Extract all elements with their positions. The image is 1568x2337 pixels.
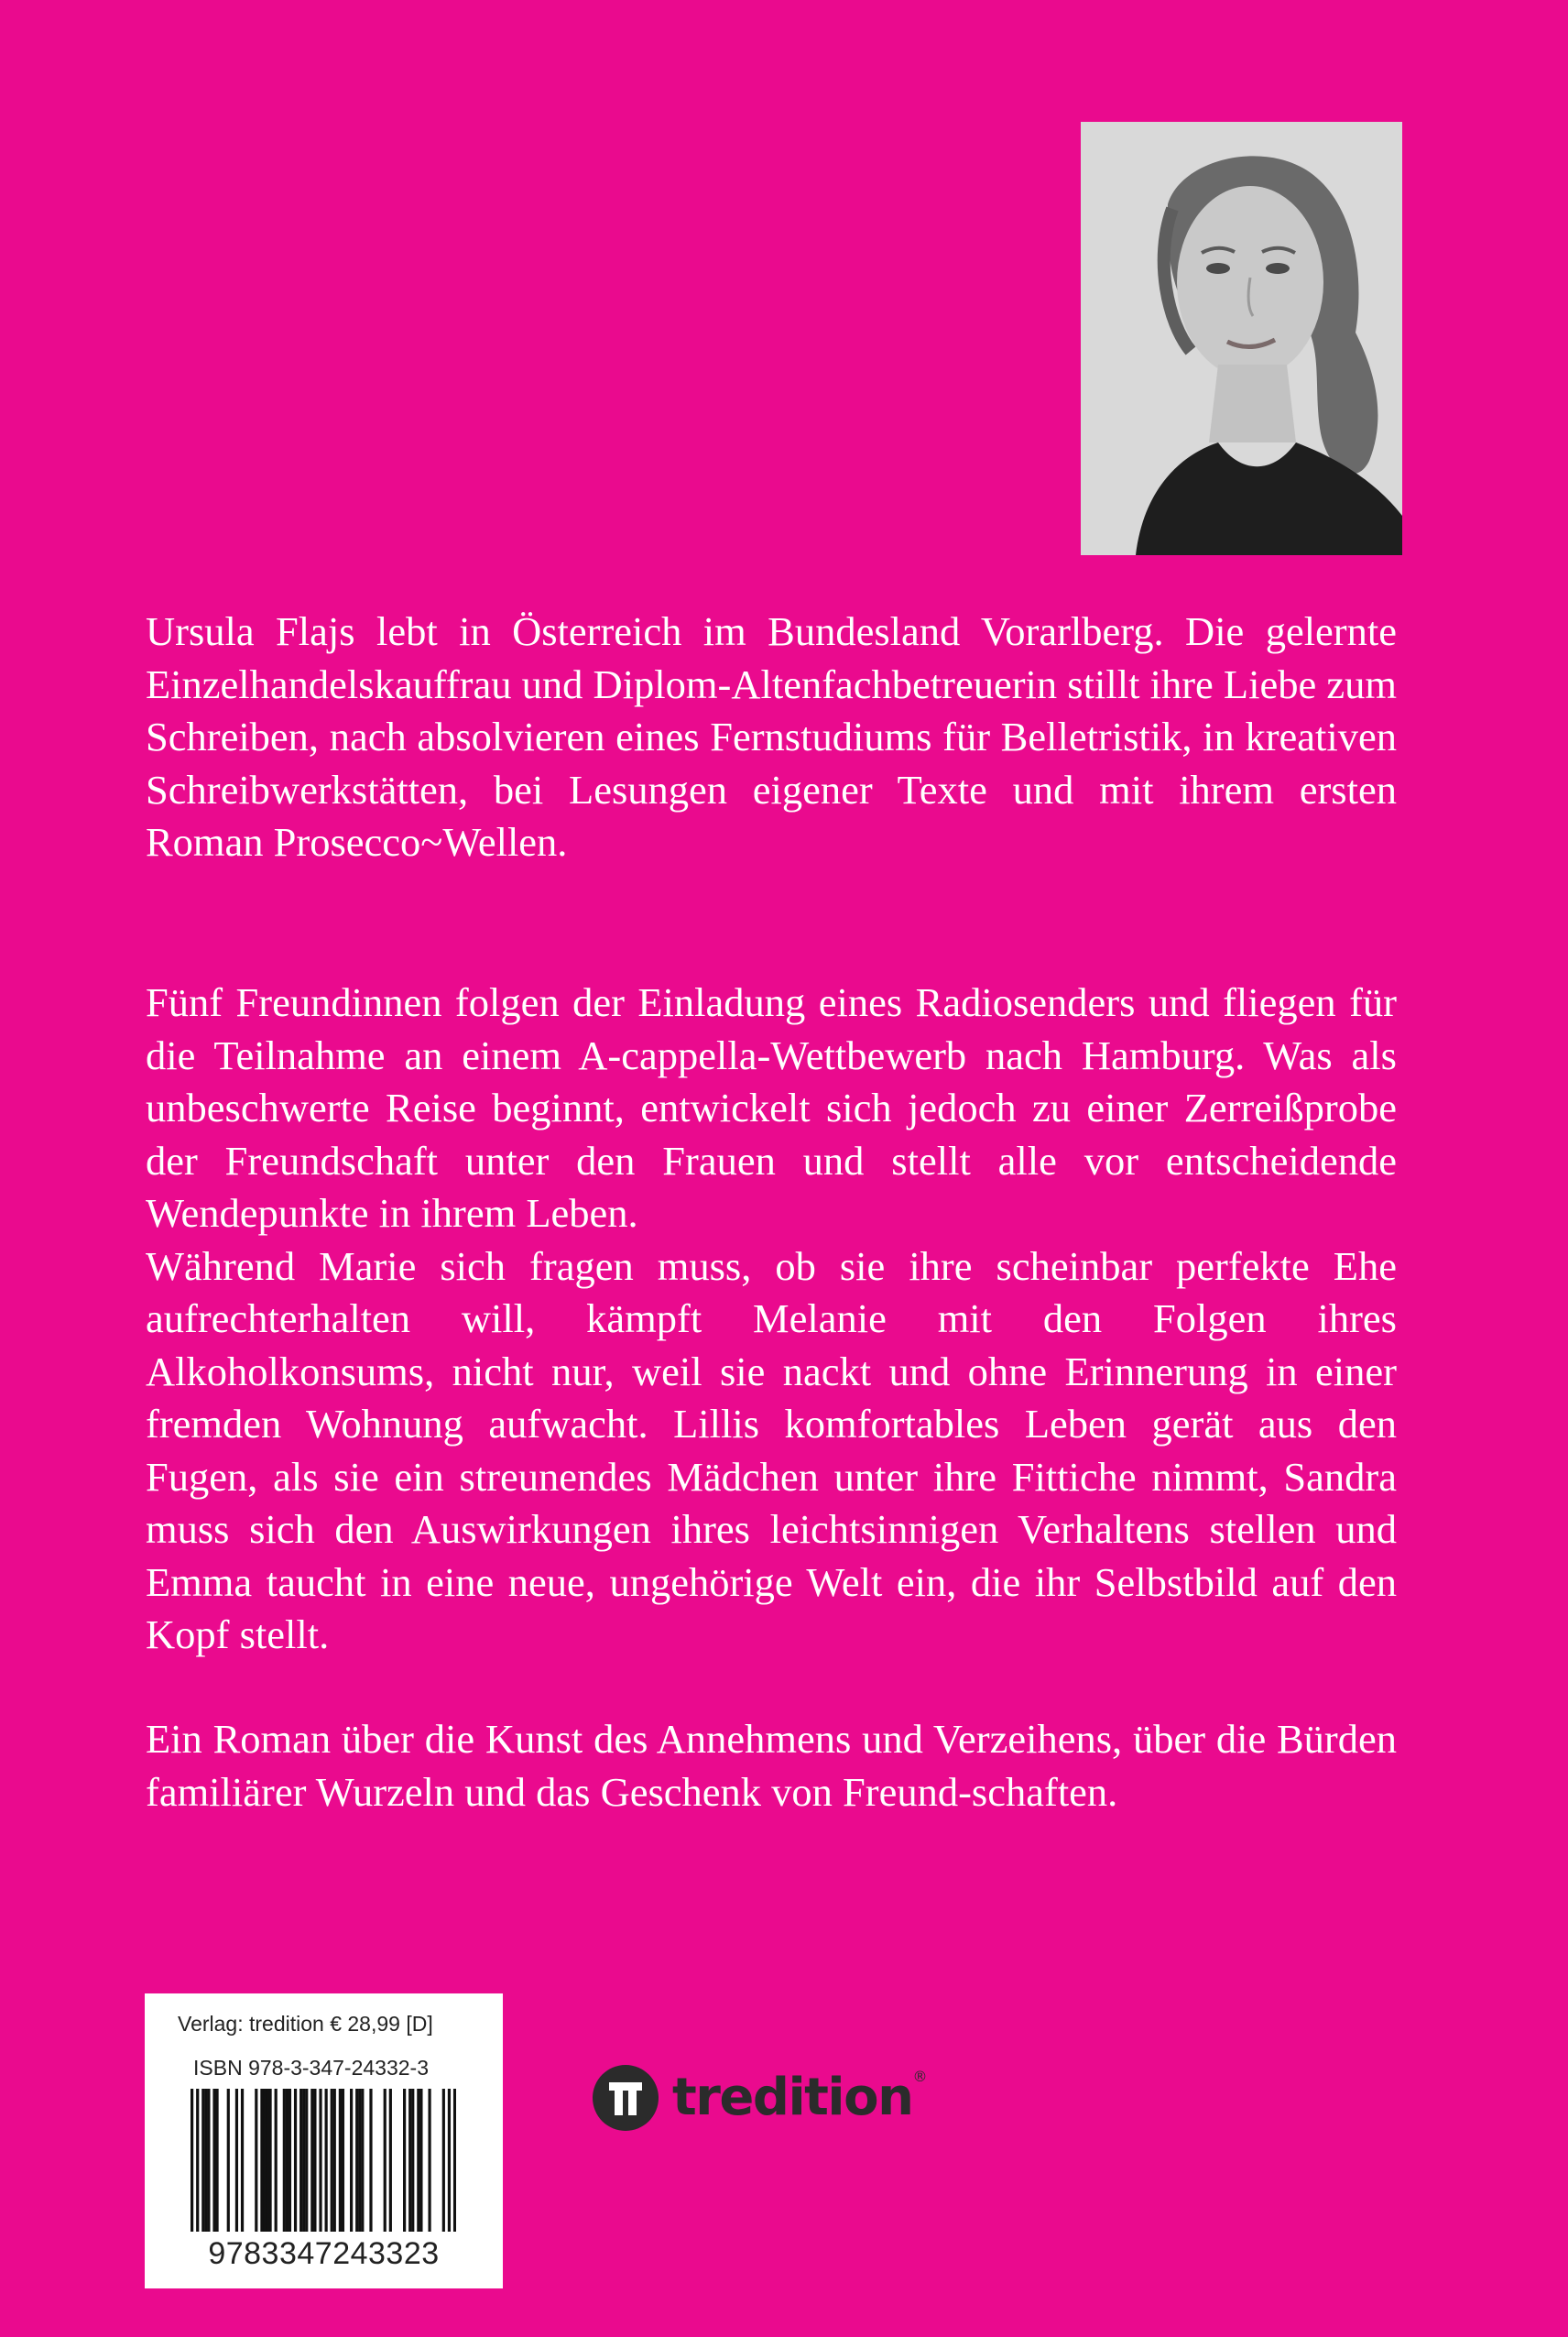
barcode-bar <box>212 2089 215 2232</box>
barcode-bar <box>342 2089 344 2232</box>
closing-text: Ein Roman über die Kunst des Annehmens und Verzeihens, über die Bürden familiärer Wurzeln und das Geschenk von Freund-schaften. <box>146 1716 1397 1815</box>
publisher-price: Verlag: tredition € 28,99 [D] <box>178 2012 433 2036</box>
barcode-bar <box>294 2089 297 2232</box>
barcode-bar <box>453 2089 456 2232</box>
registered-mark: ® <box>912 2068 928 2085</box>
barcode-bars <box>191 2089 456 2232</box>
barcode-bar <box>419 2089 422 2232</box>
barcode-bar <box>286 2089 289 2232</box>
tredition-logo-icon <box>592 2064 659 2132</box>
barcode-bar <box>417 2089 419 2232</box>
author-portrait-image <box>1081 122 1402 555</box>
barcode-bar <box>201 2089 204 2232</box>
barcode-bar <box>350 2089 353 2232</box>
isbn-label: ISBN 978-3-347-24332-3 <box>193 2056 429 2080</box>
barcode-bar <box>289 2089 291 2232</box>
author-photo <box>1081 122 1402 555</box>
synopsis-paragraph-1: Fünf Freundinnen folgen der Einladung eines Radiosenders und fliegen für die Teilnahme an einem A-cappella-Wettbewerb nach Hamburg. Was als unbeschwerte Reise beginnt, entwickelt sich jedoch zu einer Zerreißprobe der Freundschaft unter den Frauen und stellt alle vor entscheidende Wendepunkte in ihrem Leben. <box>146 979 1397 1236</box>
synopsis <box>146 977 1397 1662</box>
barcode-bar <box>299 2089 302 2232</box>
barcode-bar <box>411 2089 414 2232</box>
barcode-bar <box>227 2089 230 2232</box>
barcode-bar <box>369 2089 372 2232</box>
barcode-bar <box>302 2089 305 2232</box>
barcode-bar <box>263 2089 266 2232</box>
barcode-bar <box>389 2089 392 2232</box>
logo-wordmark: tredition <box>672 2068 913 2127</box>
barcode-bar <box>196 2089 199 2232</box>
barcode-bar <box>325 2089 328 2232</box>
publisher-logo <box>592 2064 927 2132</box>
author-bio-text: Ursula Flajs lebt in Österreich im Bundesland Vorarlberg. Die gelernte Einzelhandelskauffrau und Diplom-Altenfachbetreuerin stillt ihre Liebe zum Schreiben, nach absolvieren eines Fernstudiums für Belletristik, in kreativen Schreibwerkstätten, bei Lesungen eigener Texte und mit ihrem ersten Roman Prosecco~Wellen. <box>146 608 1397 865</box>
barcode-bar <box>408 2089 411 2232</box>
barcode-bar <box>268 2089 271 2232</box>
barcode-bar <box>403 2089 406 2232</box>
barcode-bar <box>361 2089 364 2232</box>
barcode-bar <box>313 2089 316 2232</box>
barcode-bar <box>333 2089 336 2232</box>
barcode-bar <box>235 2089 238 2232</box>
barcode-bar <box>207 2089 210 2232</box>
barcode-bar <box>215 2089 218 2232</box>
barcode-bar <box>355 2089 358 2232</box>
barcode-bar <box>204 2089 207 2232</box>
barcode-bar <box>442 2089 445 2232</box>
barcode-bar <box>339 2089 342 2232</box>
barcode-bar <box>266 2089 268 2232</box>
barcode-box <box>145 1993 503 2288</box>
barcode-bar <box>448 2089 451 2232</box>
barcode-bar <box>384 2089 387 2232</box>
barcode-bar <box>310 2089 313 2232</box>
barcode-bar <box>191 2089 193 2232</box>
barcode-bar <box>331 2089 333 2232</box>
barcode-bar <box>275 2089 278 2232</box>
synopsis-paragraph-2: Während Marie sich fragen muss, ob sie ihre scheinbar perfekte Ehe aufrechterhalten will, kämpft Melanie mit den Folgen ihres Alkoholkonsums, nicht nur, weil sie nackt und ohne Erinnerung in einer fremden Wohnung aufwacht. Lillis komfortables Leben gerät aus den Fugen, als sie ein streunendes Mädchen unter ihre Fittiche nimmt, Sandra muss sich den Auswirkungen ihres leichtsinnigen Verhaltens stellen und Emma taucht in eine neue, ungehörige Welt ein, die ihr Selbstbild auf den Kopf stellt. <box>146 1242 1397 1657</box>
barcode-number: 9783347243323 <box>208 2236 440 2271</box>
barcode-bar <box>255 2089 257 2232</box>
barcode-bar <box>319 2089 321 2232</box>
closing-paragraph <box>146 1713 1397 1818</box>
barcode-bar <box>241 2089 244 2232</box>
barcode-bar <box>428 2089 430 2232</box>
barcode-bar <box>358 2089 361 2232</box>
barcode-bar <box>260 2089 263 2232</box>
barcode-bar <box>283 2089 286 2232</box>
barcode-bar <box>305 2089 308 2232</box>
author-bio <box>146 606 1397 869</box>
